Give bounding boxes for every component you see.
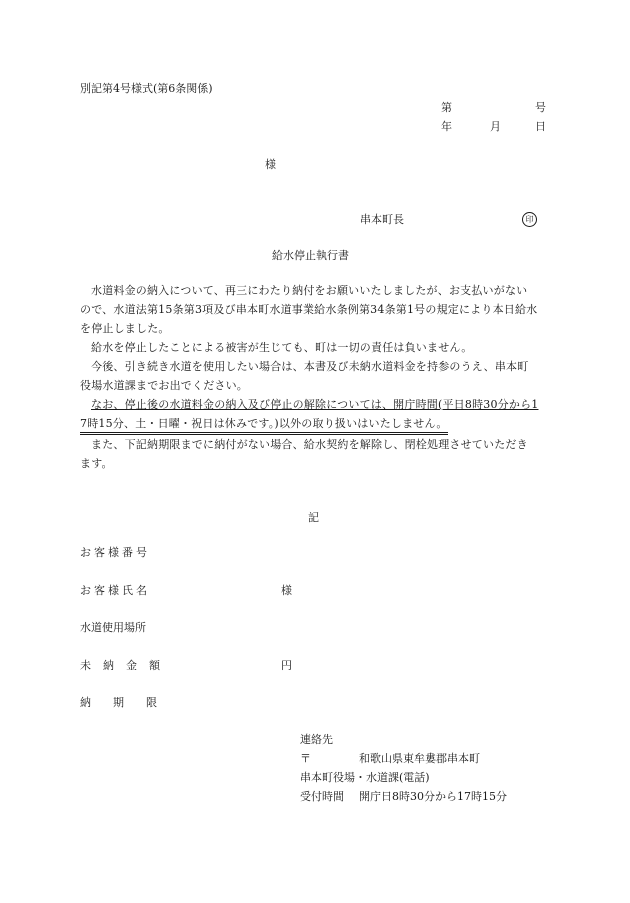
number-prefix: 第 [441, 101, 452, 114]
paragraph-line: 役場水道課までお出でください。 [80, 379, 248, 392]
field-due-date: 納期限 [80, 696, 179, 709]
paragraph-line: を停止しました。 [80, 322, 170, 335]
body-text [80, 281, 550, 473]
date-month: 月 [490, 120, 501, 133]
field-customer-name: お客様氏名 [80, 584, 150, 597]
paragraph-line: 給水を停止したことによる被害が生じても、町は一切の責任は負いません。 [91, 341, 473, 354]
notice-line-underlined: なお、停止後の水道料金の納入及び停止の解除については、開庁時間(平日8時30分から1 [91, 398, 539, 411]
field-unpaid-amount: 未納金額 [80, 659, 172, 672]
date-day: 日 [535, 120, 546, 133]
paragraph-line: ます。 [80, 457, 113, 470]
paragraph-line: また、下記納期限までに納付がない場合、給水契約を解除し、閉栓処理させていただき [91, 438, 528, 451]
seal-mark [522, 212, 537, 227]
postal-mark: 〒 [300, 752, 311, 765]
paragraph-line: 今後、引き続き水道を使用したい場合は、本書及び未納水道料金を持参のうえ、串本町 [91, 360, 529, 373]
document-title: 給水停止執行書 [272, 249, 349, 262]
paragraph-line: 水道料金の納入について、再三にわたり納付をお願いいたしましたが、お支払いがない [91, 284, 528, 297]
contact-address: 和歌山県東牟婁郡串本町 [359, 752, 480, 765]
date-year: 年 [441, 120, 452, 133]
contact-heading: 連絡先 [300, 733, 333, 746]
notice-line-double-underlined: 7時15分、土・日曜・祝日は休みです。)以外の取り扱いはいたしません。 [80, 416, 448, 435]
field-water-location: 水道使用場所 [80, 621, 146, 634]
field-customer-name-suffix: 様 [281, 584, 292, 597]
contact-office: 串本町役場・水道課(電話) [300, 771, 430, 784]
sender-title: 串本町長 [360, 213, 404, 226]
field-unpaid-amount-suffix: 円 [281, 659, 292, 672]
hours-label: 受付時間 [300, 790, 344, 803]
number-suffix: 号 [535, 101, 546, 114]
seal-icon: 印 [522, 212, 537, 227]
addressee-suffix: 様 [265, 158, 276, 171]
hours-value: 開庁日8時30分から17時15分 [359, 790, 507, 803]
ki-heading: 記 [308, 511, 319, 524]
field-customer-number: お客様番号 [80, 546, 150, 559]
paragraph-line: ので、水道法第15条第3項及び串本町水道事業給水条例第34条第1号の規定により本日給水 [80, 303, 538, 316]
form-title: 別記第4号様式(第6条関係) [80, 82, 213, 95]
